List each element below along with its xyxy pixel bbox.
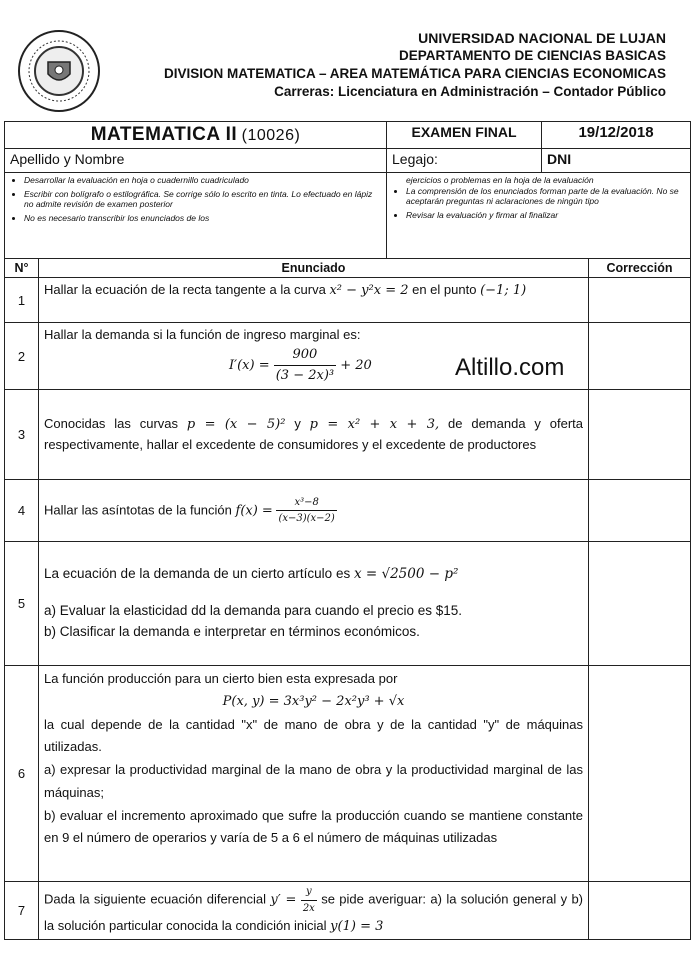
q6-part-b: b) evaluar el incremento aproximado que sufre la producción cuando se mantiene constante en 9 el número de operarios y varía de 5 a 6 el número de máquinas utilizadas <box>44 807 583 846</box>
question-number: 6 <box>5 666 39 882</box>
exam-type: EXAMEN FINAL <box>387 122 542 149</box>
q7-lhs: y′ = <box>270 892 297 908</box>
instruction-item: • Escribir con bolígrafo o estilográfica. Se corrige sólo lo escrito en tinta. Lo efectuado en lápiz no admite revisión de examen posterior <box>24 189 381 210</box>
q3-text-b: y <box>294 415 301 431</box>
q1-text: Hallar la ecuación de la recta tangente a la curva <box>44 282 326 297</box>
instruction-item: • No es necesario transcribir los enunciados de los <box>24 213 381 224</box>
question-text <box>39 390 589 480</box>
name-field[interactable] <box>5 149 387 173</box>
question-row <box>5 542 691 666</box>
question-text <box>39 666 589 882</box>
q2-numerator: 900 <box>274 345 336 366</box>
question-row <box>5 390 691 480</box>
q1-text2: en el punto <box>412 282 477 297</box>
question-text <box>39 882 589 940</box>
question-row <box>5 278 691 323</box>
correction-cell[interactable] <box>589 278 691 323</box>
instructions-right <box>387 173 691 259</box>
question-number: 5 <box>5 542 39 666</box>
q3-math-a: p = (x − 5)² <box>186 416 286 432</box>
instructions-left <box>5 173 387 259</box>
q2-lhs: I′(x) = <box>229 358 270 374</box>
q5-text: La ecuación de la demanda de un cierto artículo es <box>44 566 351 582</box>
department-name: DEPARTAMENTO DE CIENCIAS BASICAS <box>398 48 666 63</box>
q2-denominator: (3 − 2x)³ <box>275 368 335 384</box>
q1-math2: (−1; 1) <box>480 283 527 298</box>
q3-math-b: p = x² + x + 3, <box>309 416 440 432</box>
correction-cell[interactable] <box>589 323 691 390</box>
instruction-item: • La comprensión de los enunciados forman parte de la evaluación. No se aceptarán preguntas ni aclaraciones de ningún tipo <box>406 186 685 207</box>
correction-cell[interactable] <box>589 666 691 882</box>
q4-denominator: (x−3)(x−2) <box>278 513 335 524</box>
question-row <box>5 882 691 940</box>
university-name: UNIVERSIDAD NACIONAL DE LUJAN <box>418 30 666 46</box>
q6-formula: P(x, y) = 3x³y² − 2x²y³ + √x <box>222 693 405 709</box>
question-number: 2 <box>5 323 39 390</box>
subject-code: (10026) <box>241 127 301 144</box>
q7-text2: se pide averiguar: a) la solución general y b) la solución particular conocida la condición inicial <box>44 891 584 933</box>
q4-text: Hallar las asíntotas de la función <box>44 501 232 517</box>
question-text <box>39 542 589 666</box>
q6-description: la cual depende de la cantidad "x" de mano de obra y de la cantidad "y" de máquinas utilizadas. <box>44 716 583 755</box>
instruction-item: • Desarrollar la evaluación en hoja o cuadernillo cuadriculado <box>24 175 381 186</box>
q7-numerator: y <box>301 884 317 901</box>
q5-part-a: a) Evaluar la elasticidad dd la demanda para cuando el precio es $15. <box>44 603 463 619</box>
question-row <box>5 323 691 390</box>
correction-cell[interactable] <box>589 390 691 480</box>
legajo-label: Legajo: <box>392 151 438 167</box>
correction-cell[interactable] <box>589 882 691 940</box>
correction-cell[interactable] <box>589 542 691 666</box>
question-number: 4 <box>5 480 39 542</box>
correction-cell[interactable] <box>589 480 691 542</box>
column-number: N° <box>5 259 39 278</box>
dni-label: DNI <box>547 151 572 167</box>
question-row <box>5 480 691 542</box>
question-number: 1 <box>5 278 39 323</box>
university-seal <box>18 30 100 112</box>
q6-part-a: a) expresar la productividad marginal de la mano de obra y la productividad marginal de las máquinas; <box>44 762 583 800</box>
q4-numerator: x³−8 <box>276 495 336 512</box>
instruction-item: • Revisar la evaluación y firmar al finalizar <box>406 210 685 221</box>
watermark-text: Altillo.com <box>455 354 565 381</box>
q5-part-b: b) Clasificar la demanda e interpretar en términos económicos. <box>44 623 420 639</box>
column-correction: Corrección <box>589 259 691 278</box>
question-text <box>39 480 589 542</box>
q2-rhs: + 20 <box>340 358 372 374</box>
q7-denominator: 2x <box>302 902 315 914</box>
q1-math: x² − y²x = 2 <box>329 283 409 298</box>
question-row <box>5 666 691 882</box>
instruction-item: ejercicios o problemas en la hoja de la evaluación <box>406 175 594 185</box>
q5-math: x = √2500 − p² <box>353 566 459 583</box>
q7-text: Dada la siguiente ecuación diferencial <box>44 891 266 907</box>
q2-text: Hallar la demanda si la función de ingreso marginal es: <box>44 327 361 342</box>
q7-math2: y(1) = 3 <box>330 919 384 934</box>
column-statement: Enunciado <box>39 259 589 278</box>
careers-line: Carreras: Licenciatura en Administración – Contador Público <box>274 84 666 99</box>
q3-text-a: Conocidas las curvas <box>44 415 179 431</box>
question-number: 7 <box>5 882 39 940</box>
seal-emblem-icon <box>34 46 84 96</box>
q3-text-c: de demanda y oferta respectivamente, hallar el excedente de consumidores y el excedente de productores <box>44 415 583 452</box>
q4-lhs: f(x) = <box>235 502 273 518</box>
question-text <box>39 278 589 323</box>
q6-intro: La función producción para un cierto bien esta expresada por <box>44 671 398 686</box>
dni-field[interactable] <box>542 149 691 173</box>
subject-cell <box>5 122 387 149</box>
name-label: Apellido y Nombre <box>10 151 125 167</box>
legajo-field[interactable] <box>387 149 542 173</box>
question-number: 3 <box>5 390 39 480</box>
division-name: DIVISION MATEMATICA – AREA MATEMÁTICA PARA CIENCIAS ECONOMICAS <box>164 66 666 81</box>
subject-title: MATEMATICA II <box>90 124 238 145</box>
exam-date: 19/12/2018 <box>542 122 691 149</box>
exam-table <box>4 121 691 940</box>
